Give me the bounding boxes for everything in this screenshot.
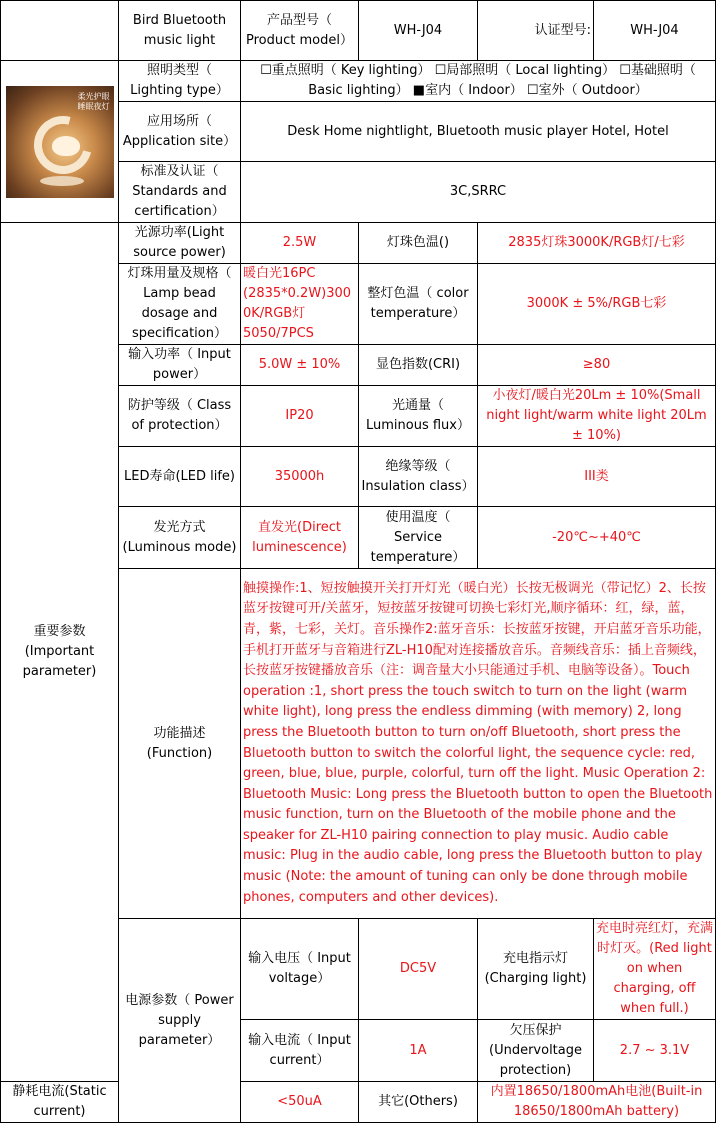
flux-label: 光通量（ Luminous flux） (359, 386, 478, 447)
header-blank-cell (1, 1, 119, 61)
standards-label: 标准及认证（ Standards and certification） (119, 162, 241, 223)
input-current-value: 1A (359, 1020, 478, 1082)
light-power-row (1, 223, 716, 264)
lamp-base-shape (40, 176, 84, 186)
header-row (1, 1, 716, 61)
cri-value: ≥80 (478, 345, 716, 386)
charging-label: 充电指示灯 (Charging light) (478, 919, 594, 1020)
protection-value: IP20 (241, 386, 359, 447)
bead-color-temp-label: 灯珠色温() (359, 223, 478, 264)
mode-label: 发光方式 (Luminous mode) (119, 507, 241, 569)
product-name: Bird Bluetooth music light (119, 1, 241, 61)
input-voltage-label: 输入电压（ Input voltage） (241, 919, 359, 1020)
photo-caption: 柔光护眼 睡眠夜灯 (77, 91, 110, 111)
undervoltage-value: 2.7 ~ 3.1V (594, 1020, 716, 1082)
function-label: 功能描述 (Function) (119, 569, 241, 919)
service-temp-label: 使用温度（ Service temperature） (359, 507, 478, 569)
application-value: Desk Home nightlight, Bluetooth music player Hotel, Hotel (241, 102, 716, 162)
mode-value: 直发光(Direct luminescence) (241, 507, 359, 569)
power-section-label: 电源参数（ Power supply parameter） (119, 919, 241, 1123)
product-model-label: 产品型号（ Product model） (241, 1, 359, 61)
input-power-label: 输入功率（ Input power） (119, 345, 241, 386)
color-temp-label: 整灯色温（ color temperature） (359, 264, 478, 345)
life-label: LED寿命(LED life) (119, 447, 241, 507)
input-current-label: 输入电流（ Input current） (241, 1020, 359, 1082)
cert-model-value: WH-J04 (594, 1, 716, 61)
others-value: 内置18650/1800mAh电池(Built-in 18650/1800mAh battery) (478, 1082, 716, 1123)
bead-spec-label: 灯珠用量及规格（ Lamp bead dosage and specification） (119, 264, 241, 345)
insulation-value: III类 (478, 447, 716, 507)
lighting-type-label: 照明类型（ Lighting type） (119, 61, 241, 102)
product-photo (6, 86, 114, 198)
light-power-label: 光源功率(Light source power) (119, 223, 241, 264)
cri-label: 显色指数(CRI) (359, 345, 478, 386)
application-label: 应用场所（ Application site） (119, 102, 241, 162)
product-model-value: WH-J04 (359, 1, 478, 61)
function-description: 触摸操作:1、短按触摸开关打开灯光（暖白光）长按无极调光（带记忆）2、长按蓝牙按键可开/关蓝牙，短按蓝牙按键可切换七彩灯光,顺序循环：红，绿，蓝，青，紫，七彩，关灯。音乐操作2:蓝牙音乐：长按蓝牙按键，开启蓝牙音乐功能，手机打开蓝牙与音箱进行ZL-H10配对连接播放音乐。音频线音乐：插上音频线，长按蓝牙按键播放音乐（注：调音量大小只能通过手机、电脑等设备）。Touch operation :1, short press the touch switch to turn on the light (warm white light), long press the endless dimming (with memory) 2, long press the Bluetooth button to turn on/off Bluetooth, short press the Bluetooth button to switch the colorful light, the sequence cycle: red, green, blue, blue, purple, colorful, turn off the light. Music Operation 2: Bluetooth Music: Long press the Bluetooth button to open the Bluetooth music function, turn on the Bluetooth of the mobile phone and the speaker for ZL-H10 pairing connection to play music. Audio cable music: Plug in the audio cable, long press the Bluetooth button to play music (Note: the amount of tuning can only be done through mobile phones, computers and other devices). (241, 569, 716, 919)
lighting-type-value: ☐重点照明（ Key lighting） ☐局部照明（ Local lighting） ☐基础照明（ Basic lighting） ■室内（ Indoor） ☐室外（ Outdoor） (241, 61, 716, 102)
bird-shape (52, 136, 80, 156)
static-current-value: <50uA (241, 1082, 359, 1123)
standards-value: 3C,SRRC (241, 162, 716, 223)
lighting-type-row (1, 61, 716, 102)
life-value: 35000h (241, 447, 359, 507)
product-image-cell (1, 61, 119, 223)
static-current-label: 静耗电流(Static current) (1, 1082, 119, 1123)
charging-value: 充电时亮红灯，充满时灯灭。(Red light on when charging, off when full.) (594, 919, 716, 1020)
important-section-label: 重要参数 (Important parameter) (1, 223, 119, 1082)
bead-spec-value: 暖白光16PC (2835*0.2W)3000K/RGB灯 5050/7PCS (241, 264, 359, 345)
others-label: 其它(Others) (359, 1082, 478, 1123)
service-temp-value: -20℃~+40℃ (478, 507, 716, 569)
bead-color-temp-value: 2835灯珠3000K/RGB灯/七彩 (478, 223, 716, 264)
static-current-row (1, 1082, 716, 1123)
light-power-value: 2.5W (241, 223, 359, 264)
flux-value: 小夜灯/暖白光20Lm ± 10%(Small night light/warm white light 20Lm ± 10%) (478, 386, 716, 447)
protection-label: 防护等级（ Class of protection） (119, 386, 241, 447)
undervoltage-label: 欠压保护 (Undervoltage protection) (478, 1020, 594, 1082)
input-voltage-value: DC5V (359, 919, 478, 1020)
input-power-value: 5.0W ± 10% (241, 345, 359, 386)
insulation-label: 绝缘等级（ Insulation class） (359, 447, 478, 507)
cert-model-label: 认证型号: (478, 1, 594, 61)
color-temp-value: 3000K ± 5%/RGB七彩 (478, 264, 716, 345)
